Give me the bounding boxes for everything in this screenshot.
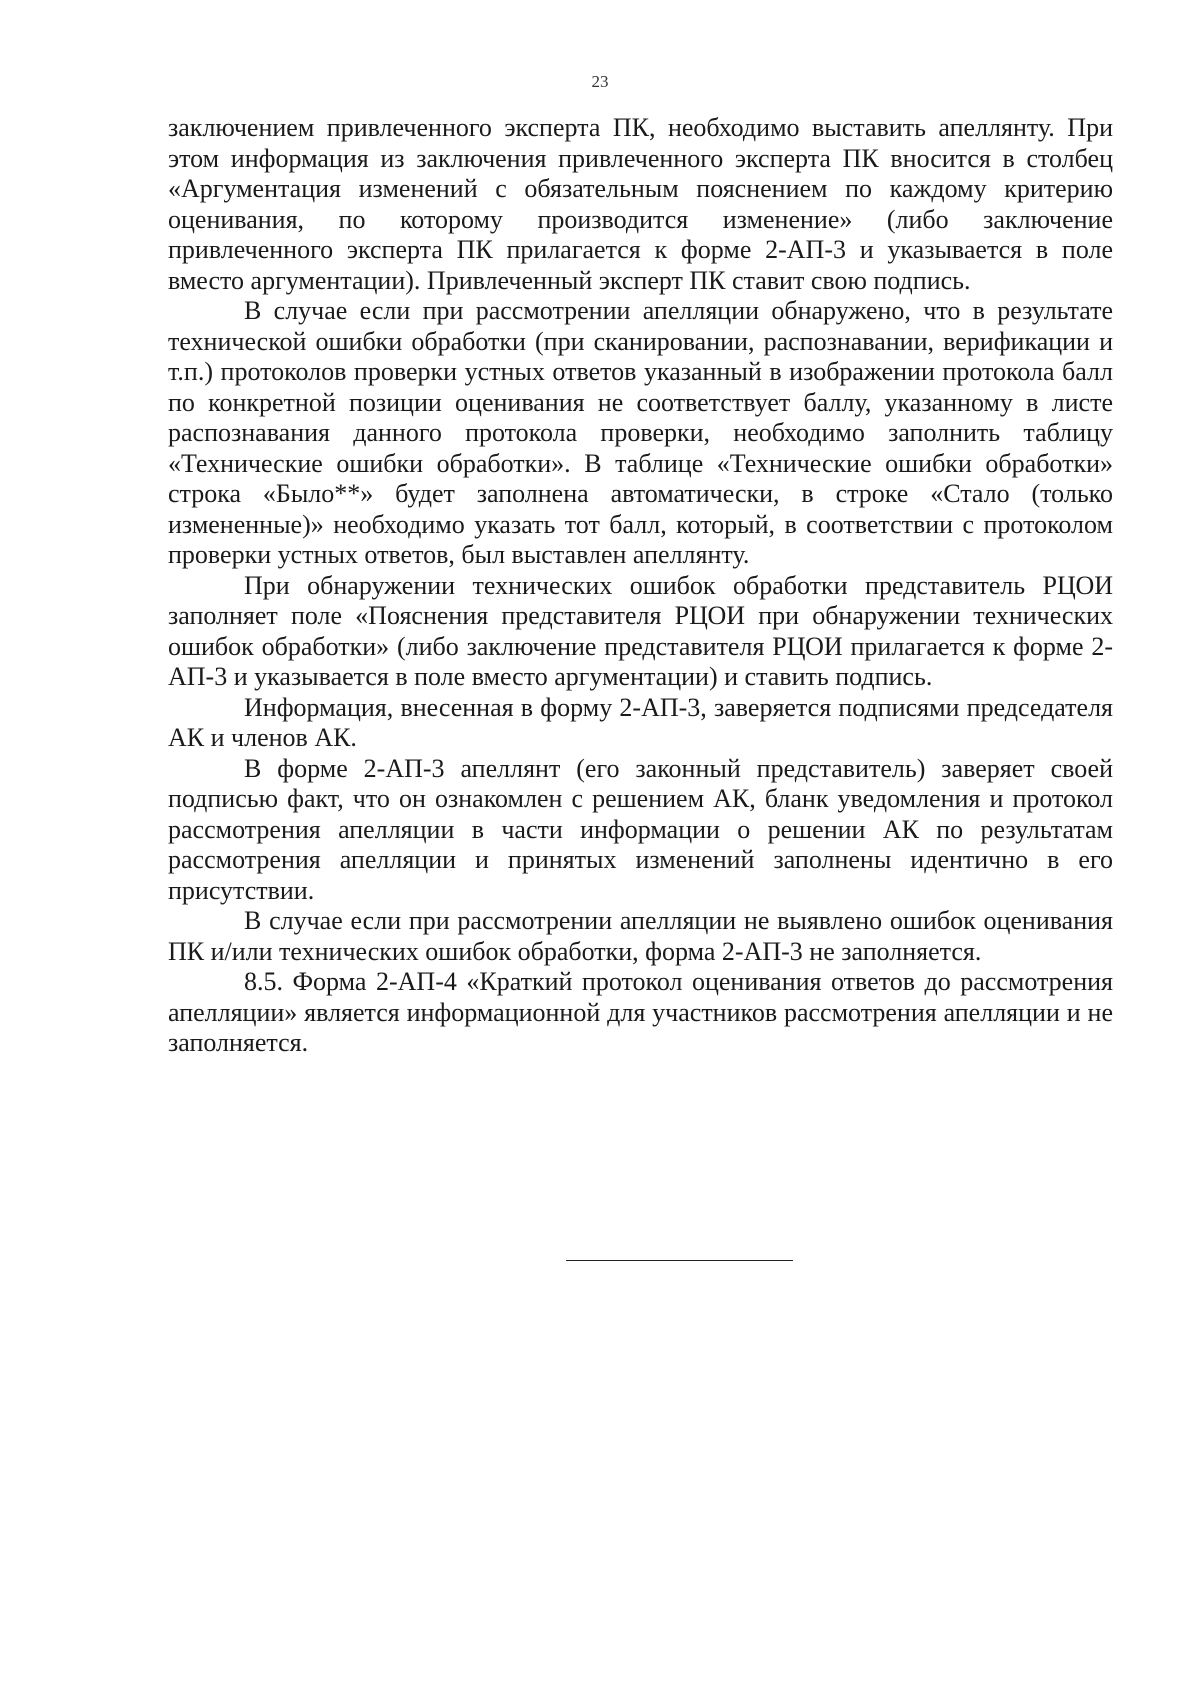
paragraph-no-errors: В случае если при рассмотрении апелляции не выявлено ошибок оценивания ПК и/или технических ошибок обработки, форма 2-АП-3 не заполняется. xyxy=(168,906,1113,966)
paragraph-continuation: заключением привлеченного эксперта ПК, необходимо выставить апеллянту. При этом информация из заключения привлеченного эксперта ПК вносится в столбец «Аргументация изменений с обязательным пояснением по каждому критерию оценивания, по которому производится изменение» (либо заключение привлеченного эксперта ПК прилагается к форме 2-АП-3 и указывается в поле вместо аргументации). Привлеченный эксперт ПК ставит свою подпись. xyxy=(168,113,1113,295)
document-body xyxy=(168,113,1113,1059)
page-number: 23 xyxy=(591,72,609,91)
paragraph-form-2-ap-4: 8.5. Форма 2-АП-4 «Краткий протокол оценивания ответов до рассмотрения апелляции» является информационной для участников рассмотрения апелляции и не заполняется. xyxy=(168,967,1113,1057)
paragraph-signatures: Информация, внесенная в форму 2-АП-3, заверяется подписями председателя АК и членов АК. xyxy=(168,692,1113,752)
closing-divider xyxy=(566,1260,793,1261)
paragraph-appellant-confirmation: В форме 2-АП-3 апеллянт (его законный представитель) заверяет своей подписью факт, что он ознакомлен с решением АК, бланк уведомления и протокол рассмотрения апелляции в части информации о решении АК по результатам рассмотрения апелляции и принятых изменений заполнены идентично в его присутствии. xyxy=(168,753,1113,905)
paragraph-technical-error: В случае если при рассмотрении апелляции обнаружено, что в результате технической ошибки обработки (при сканировании, распознавании, верификации и т.п.) протоколов проверки устных ответов указанный в изображении протокола балл по конкретной позиции оценивания не соответствует баллу, указанному в листе распознавания данного протокола проверки, необходимо заполнить таблицу «Технические ошибки обработки». В таблице «Технические ошибки обработки» строка «Было**» будет заполнена автоматически, в строке «Стало (только измененные)» необходимо указать тот балл, который, в соответствии с протоколом проверки устных ответов, был выставлен апеллянту. xyxy=(168,296,1113,569)
paragraph-rcoi-explanation: При обнаружении технических ошибок обработки представитель РЦОИ заполняет поле «Пояснения представителя РЦОИ при обнаружении технических ошибок обработки» (либо заключение представителя РЦОИ прилагается к форме 2-АП-3 и указывается в поле вместо аргументации) и ставить подпись. xyxy=(168,570,1113,691)
